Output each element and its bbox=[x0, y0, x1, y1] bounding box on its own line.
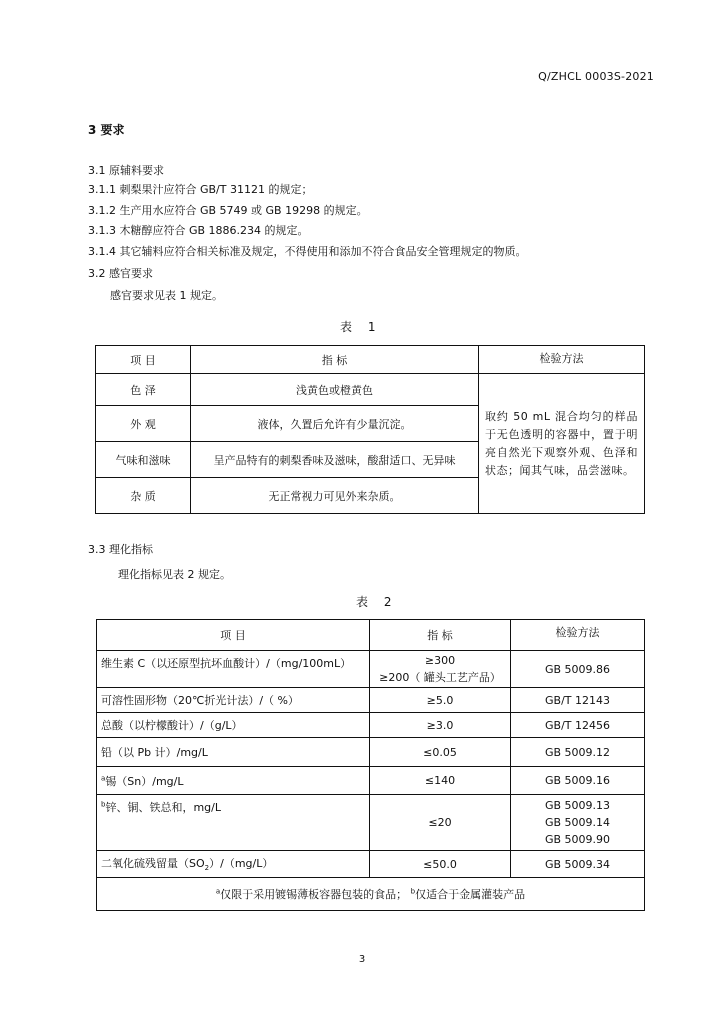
table-2-method: GB 5009.16 bbox=[511, 767, 645, 795]
table-1-header-index: 指 标 bbox=[191, 346, 479, 374]
footnote-mark-a: a bbox=[215, 887, 221, 896]
table-2-method bbox=[511, 795, 645, 851]
table-1-caption: 表 1 bbox=[340, 320, 382, 334]
table-2-header-item: 项 目 bbox=[97, 620, 370, 651]
footnote-mark-b: b bbox=[101, 800, 106, 809]
table-1 bbox=[95, 345, 645, 514]
table-1-index: 液体，久置后允许有少量沉淀。 bbox=[191, 406, 479, 442]
table-2-method-line: GB 5009.13 bbox=[544, 799, 611, 812]
table-row bbox=[97, 795, 645, 851]
table-2-item: 维生素 C（以还原型抗坏血酸计）/（mg/100mL） bbox=[97, 651, 370, 688]
section-3-1-4: 3.1.4 其它辅料应符合相关标准及规定，不得使用和添加不符合食品安全管理规定的物质。 bbox=[88, 245, 527, 258]
table-1-header-row bbox=[96, 346, 645, 374]
table-1-item: 外 观 bbox=[96, 406, 191, 442]
table-2-caption: 表 2 bbox=[356, 595, 398, 609]
table-2-item-text: 锡（Sn）/mg/L bbox=[105, 774, 184, 788]
table-2-method: GB 5009.86 bbox=[511, 651, 645, 688]
page-number: 3 bbox=[358, 954, 366, 965]
section-3-1: 3.1 原辅料要求 bbox=[88, 164, 164, 177]
table-2-item bbox=[97, 851, 370, 878]
table-2-index: ≥5.0 bbox=[370, 688, 511, 713]
footnote-b-text: 仅适合于金属灌装产品 bbox=[415, 888, 526, 901]
table-1-item: 气味和滋味 bbox=[96, 442, 191, 478]
footnote-mark-b: b bbox=[410, 887, 416, 896]
table-1-item: 色 泽 bbox=[96, 374, 191, 406]
table-2-method-line: GB 5009.90 bbox=[544, 833, 611, 846]
table-2-item-text: 锌、铜、铁总和，mg/L bbox=[105, 801, 221, 814]
table-2-item bbox=[97, 767, 370, 795]
table-2-item: 铅（以 Pb 计）/mg/L bbox=[97, 738, 370, 767]
table-2-index: ≤0.05 bbox=[370, 738, 511, 767]
table-2-item-text: 二氧化硫残留量（SO bbox=[101, 857, 205, 871]
table-2-method-line: GB 5009.14 bbox=[544, 816, 611, 829]
table-1-header-method: 检验方法 bbox=[479, 346, 645, 374]
table-1-method: 取约 50 mL 混合均匀的样品于无色透明的容器中，置于明亮自然光下观察外观、色泽和状态；闻其气味，品尝滋味。 bbox=[479, 374, 645, 514]
table-row bbox=[97, 767, 645, 795]
table-1-index: 无正常视力可见外来杂质。 bbox=[191, 478, 479, 514]
table-2-item-text: ）/（mg/L） bbox=[209, 857, 274, 871]
table-2-index bbox=[370, 651, 511, 688]
table-2-method: GB 5009.34 bbox=[511, 851, 645, 878]
table-1-index: 呈产品特有的刺梨香味及滋味，酸甜适口、无异味 bbox=[191, 442, 479, 478]
table-2-item bbox=[97, 795, 370, 851]
table-2-footnote-row bbox=[97, 878, 645, 911]
section-3-1-3: 3.1.3 木糖醇应符合 GB 1886.234 的规定。 bbox=[88, 224, 309, 237]
table-2-item: 总酸（以柠檬酸计）/（g/L） bbox=[97, 713, 370, 738]
table-row bbox=[97, 738, 645, 767]
table-2-index: ≤50.0 bbox=[370, 851, 511, 878]
table-2-index-line: ≥200（ 罐头工艺产品） bbox=[379, 671, 501, 684]
table-2-index: ≤140 bbox=[370, 767, 511, 795]
table-2-method: GB/T 12143 bbox=[511, 688, 645, 713]
table-2 bbox=[96, 619, 645, 911]
table-1-header-item: 项 目 bbox=[96, 346, 191, 374]
table-1-index: 浅黄色或橙黄色 bbox=[191, 374, 479, 406]
table-2-header-row bbox=[97, 620, 645, 651]
subscript: 2 bbox=[204, 864, 210, 873]
table-2-footnote bbox=[97, 878, 645, 911]
section-3-1-2: 3.1.2 生产用水应符合 GB 5749 或 GB 19298 的规定。 bbox=[88, 204, 368, 217]
table-row bbox=[97, 713, 645, 738]
physicochemical-intro: 理化指标见表 2 规定。 bbox=[118, 568, 231, 581]
table-2-header-method: 检验方法 bbox=[511, 620, 645, 651]
table-2-item: 可溶性固形物（20℃折光计法）/（ %） bbox=[97, 688, 370, 713]
table-row bbox=[96, 374, 645, 406]
table-2-index: ≤20 bbox=[370, 795, 511, 851]
section-3-2: 3.2 感官要求 bbox=[88, 267, 153, 280]
table-1-item: 杂 质 bbox=[96, 478, 191, 514]
table-2-method: GB 5009.12 bbox=[511, 738, 645, 767]
footnote-a-text: 仅限于采用镀锡薄板容器包装的食品； bbox=[220, 888, 408, 901]
section-3-1-1: 3.1.1 刺梨果汁应符合 GB/T 31121 的规定； bbox=[88, 183, 313, 196]
document-code: Q/ZHCL 0003S-2021 bbox=[538, 70, 654, 83]
section-3-title: 3 要求 bbox=[88, 123, 125, 137]
sensory-intro: 感官要求见表 1 规定。 bbox=[110, 289, 223, 302]
table-row bbox=[97, 651, 645, 688]
table-2-method: GB/T 12456 bbox=[511, 713, 645, 738]
table-row bbox=[97, 688, 645, 713]
table-row bbox=[97, 851, 645, 878]
footnote-mark-a: a bbox=[101, 773, 106, 782]
section-3-3: 3.3 理化指标 bbox=[88, 543, 153, 556]
table-2-index: ≥3.0 bbox=[370, 713, 511, 738]
table-2-header-index: 指 标 bbox=[370, 620, 511, 651]
table-2-index-line: ≥300 bbox=[424, 654, 456, 667]
